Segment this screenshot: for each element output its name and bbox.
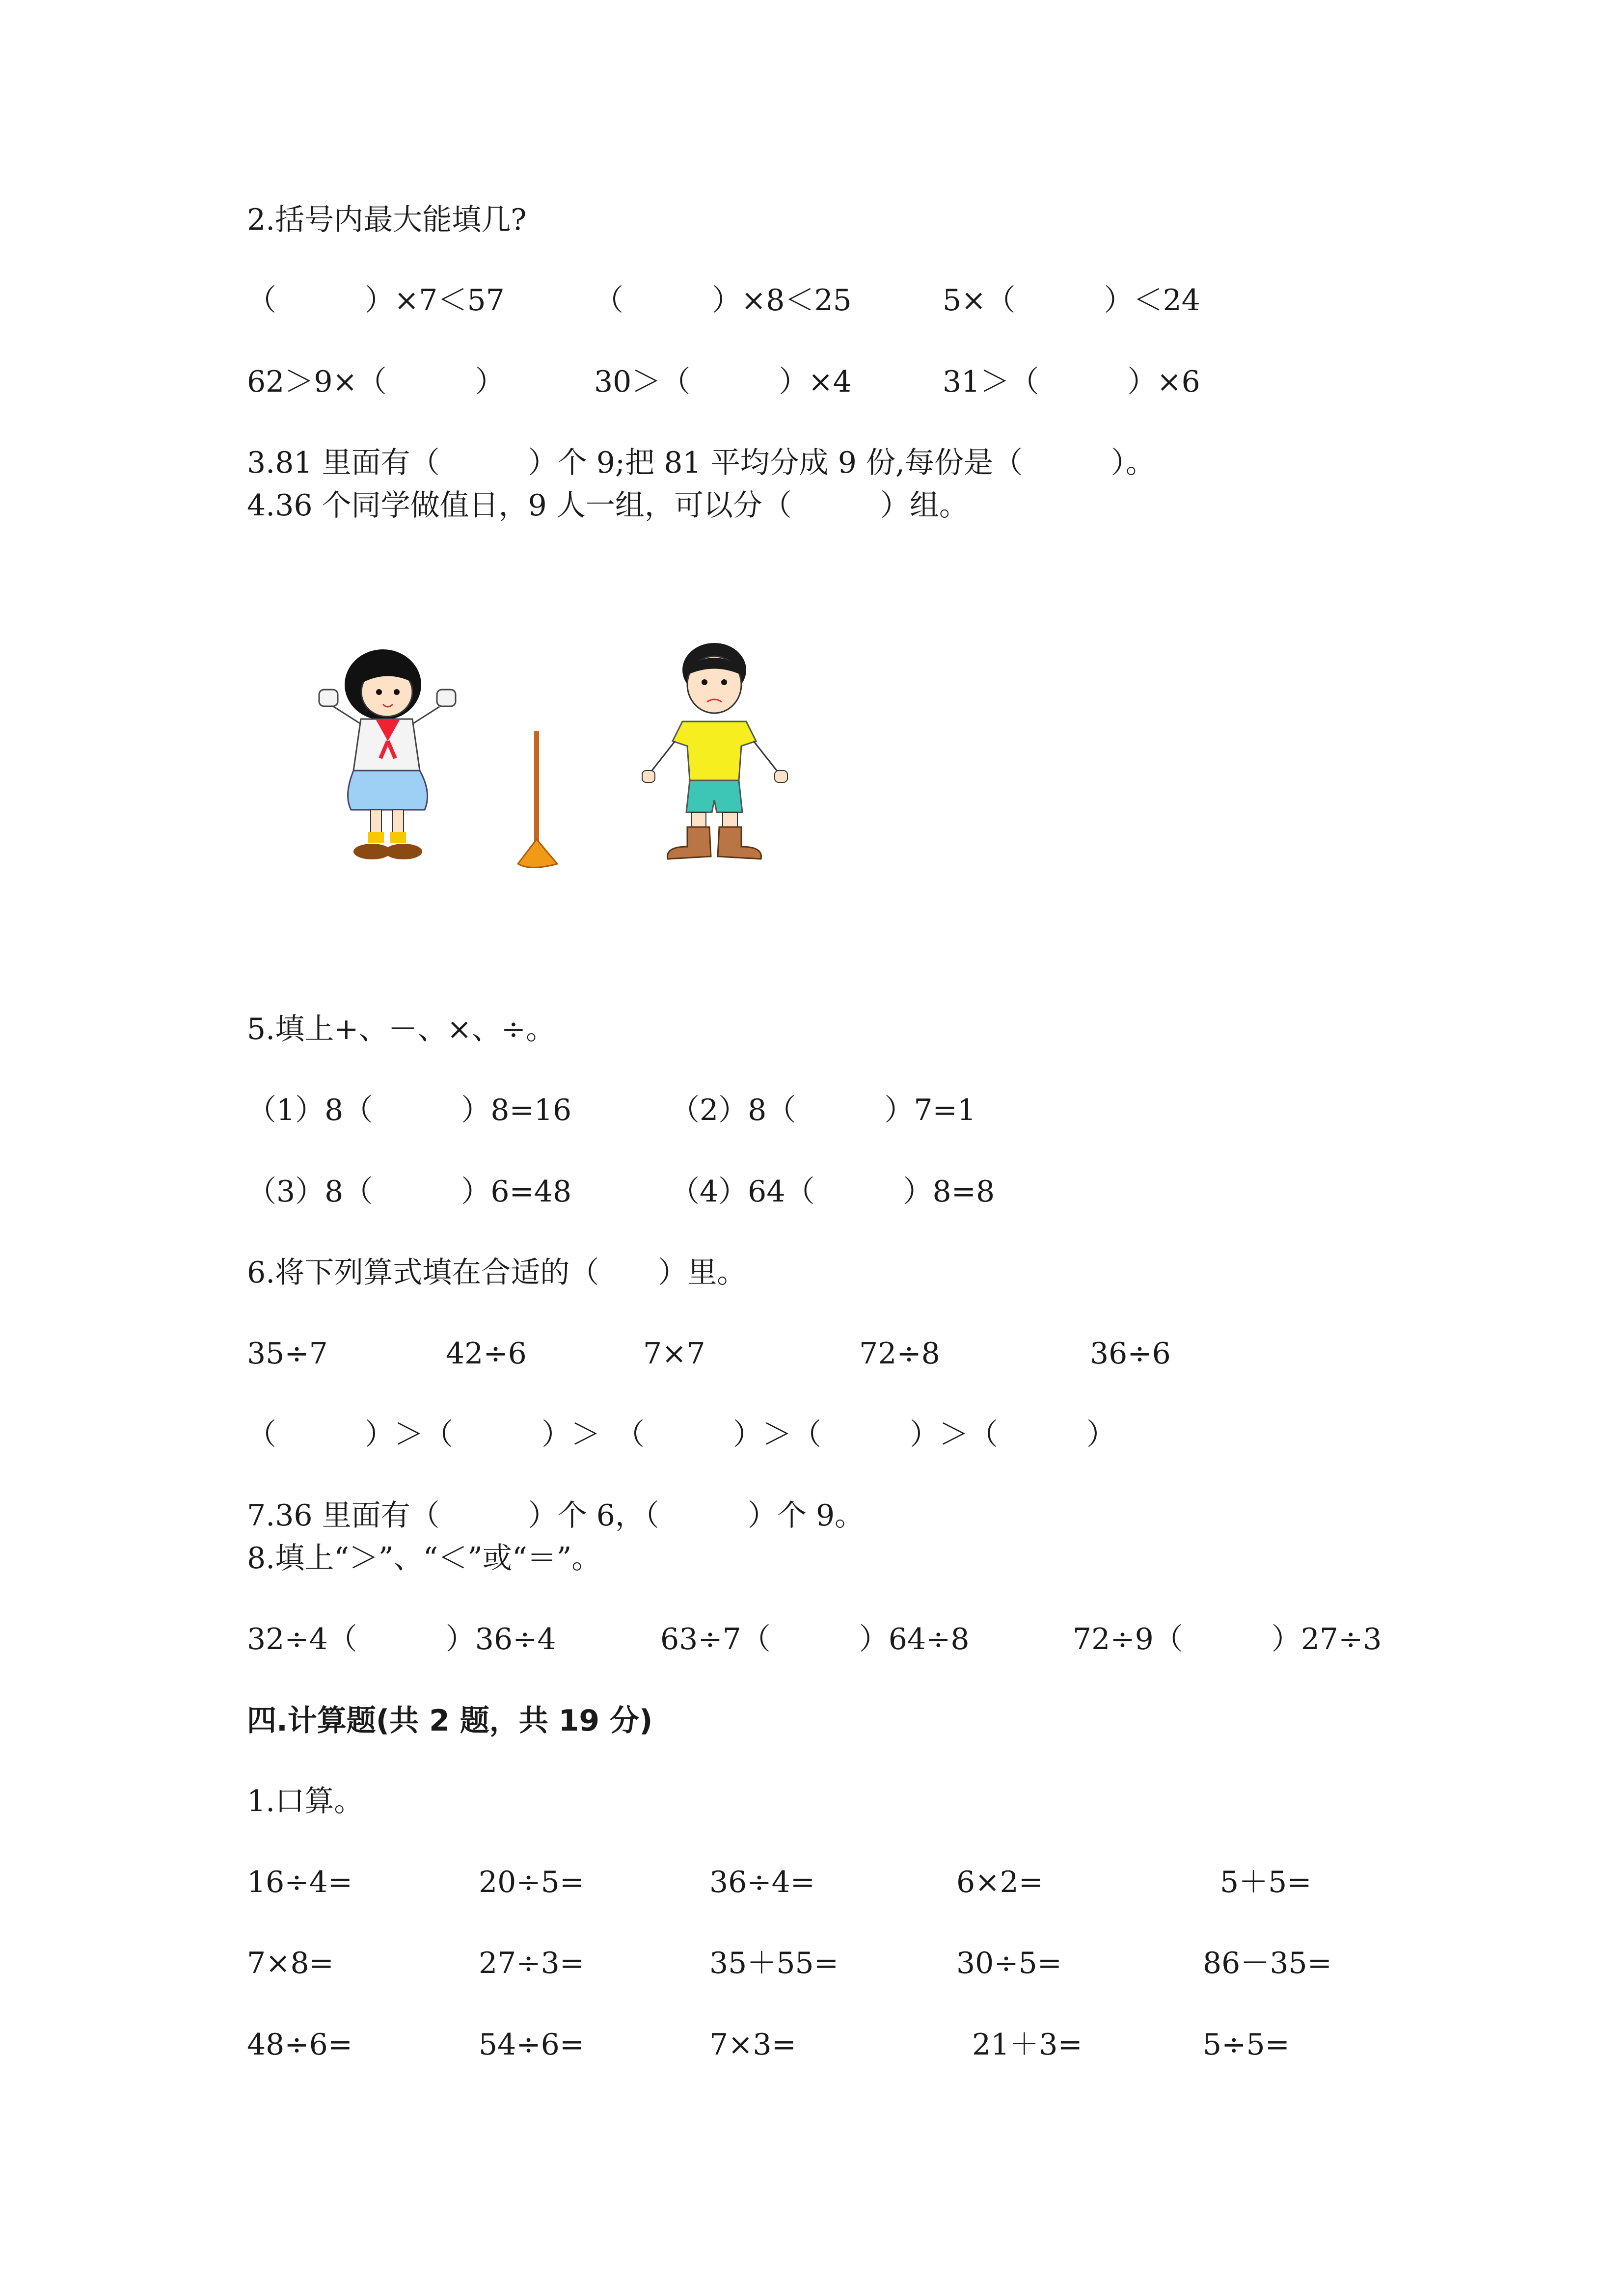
q6-title: 6.将下列算式填在合适的（ ）里。 bbox=[247, 1255, 747, 1290]
q8-item2: 63÷7（ ）64÷8 bbox=[660, 1622, 970, 1656]
q7-text: 7.36 里面有（ ）个 6，（ ）个 9。 bbox=[247, 1498, 865, 1533]
q6-expr-1: 35÷7 bbox=[247, 1336, 328, 1371]
q5-item3: （3）8（ ）6=48 bbox=[247, 1175, 572, 1209]
q8-item3: 72÷9（ ）27÷3 bbox=[1073, 1622, 1382, 1656]
q3-text: 3.81 里面有（ ）个 9;把 81 平均分成 9 份,每份是（ ）。 bbox=[247, 446, 1156, 480]
calc-r3-c1: 48÷6= bbox=[247, 2028, 353, 2062]
q5-title: 5.填上+、－、×、÷。 bbox=[247, 1012, 556, 1046]
q5-item2: （2）8（ ）7=1 bbox=[670, 1093, 976, 1127]
q5-item4: （4）64（ ）8=8 bbox=[670, 1175, 995, 1209]
calc-r2-c4: 30÷5= bbox=[956, 1946, 1062, 1980]
q2-title: 2.括号内最大能填几? bbox=[247, 203, 527, 237]
q8-item1: 32÷4（ ）36÷4 bbox=[247, 1622, 556, 1656]
q2-row2-item1: 62＞9×（ ） bbox=[247, 365, 505, 399]
q8-title: 8.填上“＞”、“＜”或“＝”。 bbox=[247, 1541, 601, 1575]
calc-r1-c4: 6×2= bbox=[956, 1865, 1043, 1899]
calc-r3-c4: 21＋3= bbox=[972, 2028, 1083, 2062]
calc-r1-c5: 5＋5= bbox=[1220, 1865, 1312, 1899]
broom-figure bbox=[518, 731, 557, 868]
calc-r1-c2: 20÷5= bbox=[479, 1865, 585, 1899]
calc-r2-c3: 35＋55= bbox=[709, 1946, 839, 1980]
q2-row1-item3: 5×（ ）＜24 bbox=[943, 283, 1200, 318]
q5-item1: （1）8（ ）8=16 bbox=[247, 1093, 572, 1127]
q6-expr-4: 72÷8 bbox=[859, 1336, 940, 1371]
calc-r3-c5: 5÷5= bbox=[1203, 2028, 1290, 2062]
q2-row1-item2: （ ）×8＜25 bbox=[594, 283, 852, 318]
calc-r3-c3: 7×3= bbox=[709, 2028, 796, 2062]
q6-expr-5: 36÷6 bbox=[1090, 1336, 1171, 1371]
calc-r1-c3: 36÷4= bbox=[709, 1865, 815, 1899]
section4-title: 四.计算题(共 2 题，共 19 分) bbox=[247, 1704, 653, 1738]
calc-r1-c1: 16÷4= bbox=[247, 1865, 353, 1899]
girl-figure bbox=[319, 649, 456, 859]
q6-order-blanks: （ ）＞（ ）＞ （ ）＞（ ）＞（ ） bbox=[247, 1417, 1116, 1452]
q6-expr-3: 7×7 bbox=[643, 1336, 705, 1371]
q2-row2-item3: 31＞（ ）×6 bbox=[943, 365, 1200, 399]
q2-row1-item1: （ ）×7＜57 bbox=[247, 283, 505, 318]
boy-figure bbox=[642, 643, 787, 859]
q2-row2-item2: 30＞（ ）×4 bbox=[594, 365, 852, 399]
q6-expr-2: 42÷6 bbox=[446, 1336, 527, 1371]
calc-r2-c1: 7×8= bbox=[247, 1946, 334, 1980]
illustration-duty-kids bbox=[314, 623, 805, 893]
calc-r2-c2: 27÷3= bbox=[479, 1946, 585, 1980]
calc-r3-c2: 54÷6= bbox=[479, 2028, 585, 2062]
calc-title: 1.口算。 bbox=[247, 1784, 364, 1818]
q4-text: 4.36 个同学做值日，9 人一组，可以分（ ）组。 bbox=[247, 488, 969, 523]
calc-r2-c5: 86－35= bbox=[1203, 1946, 1332, 1980]
